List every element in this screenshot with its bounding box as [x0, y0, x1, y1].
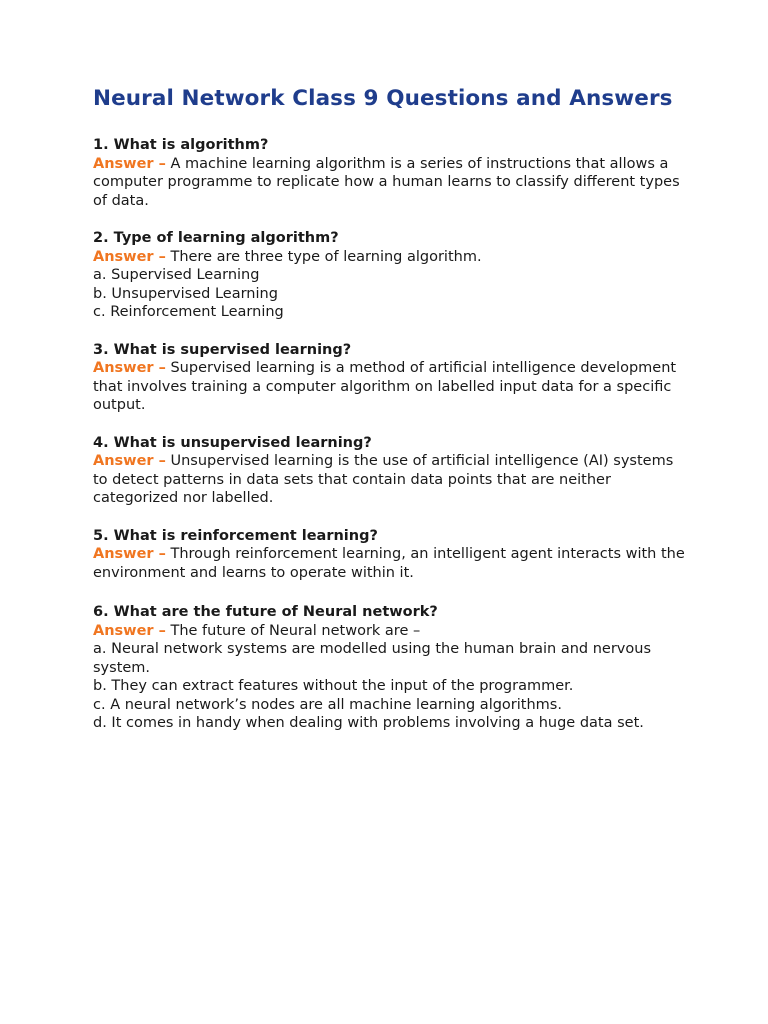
list-item: b. Unsupervised Learning — [93, 285, 278, 302]
list-item: c. A neural network’s nodes are all machine learning algorithms. — [93, 696, 562, 713]
answer-text: There are three type of learning algorithm. — [170, 248, 482, 265]
list-item: b. They can extract features without the input of the programmer. — [93, 678, 574, 694]
question: 6. What are the future of Neural network? — [93, 604, 438, 620]
answer-text: Through reinforcement learning, an intelligent agent interacts with the environment and learns to operate within it. — [93, 546, 685, 581]
qa-block-3 — [93, 341, 688, 415]
answer-text: The future of Neural network are – — [170, 622, 421, 639]
list-item: c. Reinforcement Learning — [93, 304, 284, 320]
answer-text: A machine learning algorithm is a series of instructions that allows a computer programme to replicate how a human learns to classify different types of data. — [93, 155, 680, 209]
answer — [93, 622, 688, 641]
answer — [93, 359, 688, 415]
qa-block-4 — [93, 434, 688, 508]
answer-label: Answer – — [93, 622, 166, 639]
question: 2. Type of learning algorithm? — [93, 230, 339, 246]
answer — [93, 155, 688, 211]
page-title: Neural Network Class 9 Questions and Answers — [93, 86, 673, 111]
answer — [93, 452, 688, 508]
qa-block-6 — [93, 603, 688, 733]
qa-block-1 — [93, 136, 688, 210]
list-item: a. Supervised Learning — [93, 267, 260, 283]
qa-block-5 — [93, 527, 688, 583]
question: 4. What is unsupervised learning? — [93, 434, 372, 451]
question: 3. What is supervised learning? — [93, 341, 352, 358]
question: 1. What is algorithm? — [93, 137, 269, 153]
list-item: a. Neural network systems are modelled using the human brain and nervous system. — [93, 641, 652, 676]
answer-label: Answer – — [93, 453, 166, 469]
answer-text: Unsupervised learning is the use of artificial intelligence (AI) systems to detect patterns in data sets that contain data points that are neither categorized nor labelled. — [93, 453, 674, 506]
answer-text: Supervised learning is a method of artificial intelligence development that involves training a computer algorithm on labelled input data for a specific output. — [93, 360, 677, 413]
answer-label: Answer – — [93, 546, 166, 562]
answer — [93, 545, 688, 582]
answer — [93, 248, 688, 267]
qa-block-2 — [93, 229, 688, 322]
answer-label: Answer – — [93, 248, 166, 265]
question: 5. What is reinforcement learning? — [93, 527, 378, 544]
list-item: d. It comes in handy when dealing with problems involving a huge data set. — [93, 715, 644, 731]
answer-label: Answer – — [93, 155, 166, 172]
answer-label: Answer – — [93, 360, 166, 376]
